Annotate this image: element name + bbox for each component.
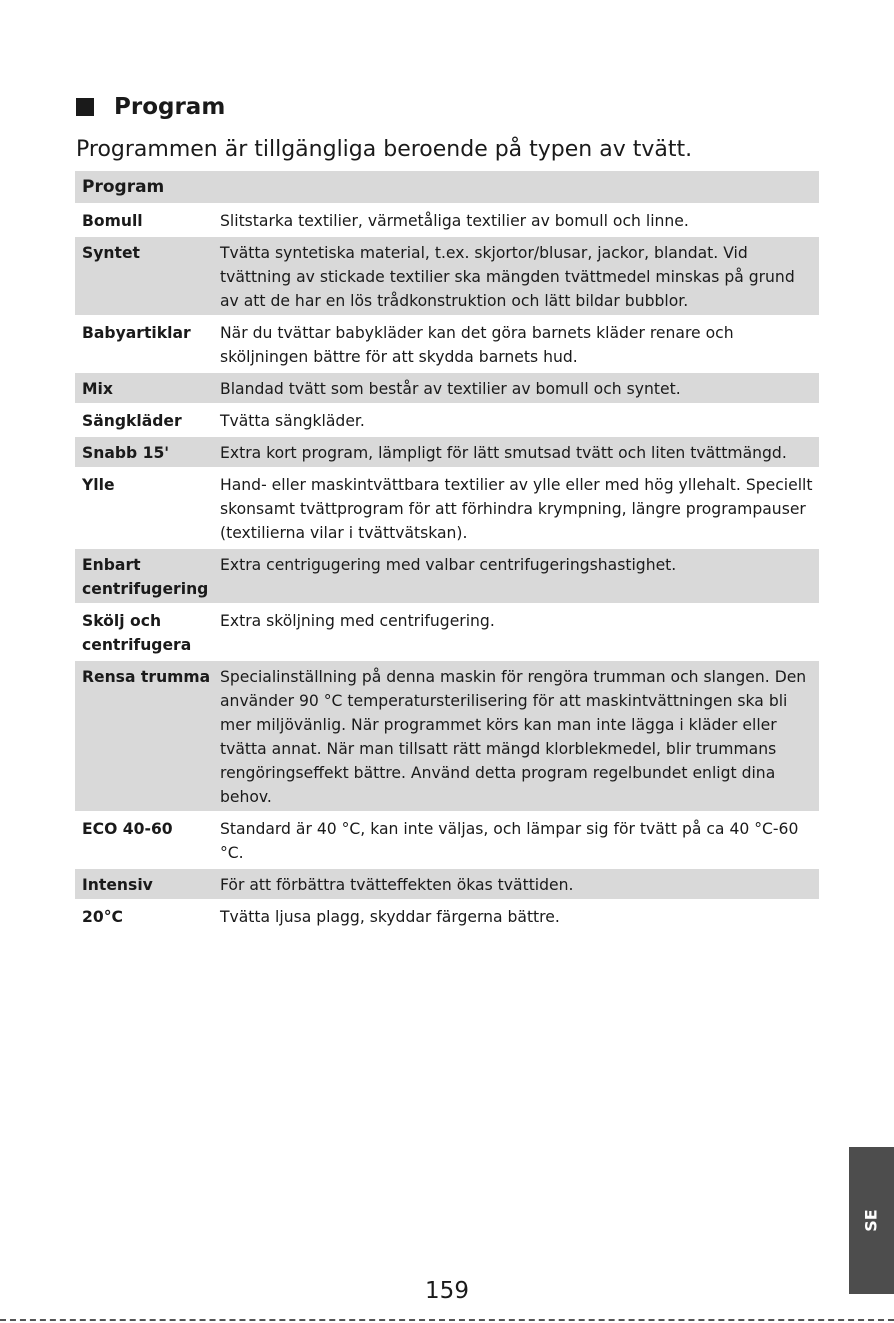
program-description: Specialinställning på denna maskin för rengöra trumman och slangen. Den använder 90 °C temperatursterilisering för att maskintvättningen ska bli mer miljövänlig. När programmet körs kan man inte lägga i kläder eller tvätta annat. När man tillsatt rätt mängd klorblekmedel, blir trummans rengöringseffekt bättre. Använd detta program regelbundet enligt dina behov. [220, 668, 807, 806]
program-description: För att förbättra tvätteffekten ökas tvättiden. [220, 876, 574, 894]
program-description: Blandad tvätt som består av textilier av bomull och syntet. [220, 380, 681, 398]
table-row [75, 603, 819, 659]
table-row [75, 315, 819, 371]
program-name: Syntet [82, 244, 140, 262]
table-row [75, 403, 819, 435]
program-table [75, 171, 819, 931]
program-description: När du tvättar babykläder kan det göra barnets kläder renare och sköljningen bättre för att skydda barnets hud. [220, 324, 734, 366]
program-name: Bomull [82, 212, 143, 230]
table-header: Program [75, 171, 819, 203]
program-name: 20°C [82, 908, 123, 926]
table-row [75, 235, 819, 315]
program-description: Extra sköljning med centrifugering. [220, 612, 495, 630]
table-row [75, 867, 819, 899]
table-row [75, 811, 819, 867]
program-description: Extra centrigugering med valbar centrifugeringshastighet. [220, 556, 677, 574]
program-name: Snabb 15' [82, 444, 170, 462]
program-description: Tvätta ljusa plagg, skyddar färgerna bättre. [220, 908, 560, 926]
table-row [75, 899, 819, 931]
program-description: Tvätta sängkläder. [220, 412, 365, 430]
language-tab [849, 1147, 894, 1294]
program-name: Intensiv [82, 876, 153, 894]
table-row [75, 467, 819, 547]
table-row [75, 547, 819, 603]
square-bullet-icon [76, 98, 94, 116]
program-name: Babyartiklar [82, 324, 191, 342]
program-name: ECO 40-60 [82, 820, 173, 838]
program-name: Sängkläder [82, 412, 182, 430]
table-row [75, 203, 819, 235]
table-row [75, 371, 819, 403]
section-heading [76, 92, 225, 122]
program-description: Hand- eller maskintvättbara textilier av ylle eller med hög yllehalt. Speciellt skonsamt tvättprogram för att förhindra krympning, längre programpauser (textilierna vilar i tvättvätskan). [220, 476, 813, 542]
program-name: Rensa trumma [82, 668, 211, 686]
page-number: 159 [425, 1278, 469, 1304]
program-name: Skölj och centrifugera [82, 612, 192, 654]
table-row [75, 435, 819, 467]
program-description: Slitstarka textilier, värmetåliga textilier av bomull och linne. [220, 212, 689, 230]
language-tab-label: SE [861, 1209, 881, 1232]
program-name: Enbart centrifugering [82, 556, 209, 598]
program-name: Mix [82, 380, 113, 398]
program-name: Ylle [82, 476, 115, 494]
program-description: Tvätta syntetiska material, t.ex. skjortor/blusar, jackor, blandat. Vid tvättning av stickade textilier ska mängden tvättmedel minskas på grund av att de har en lös trådkonstruktion och lätt bildar bubblor. [220, 244, 795, 310]
program-description: Extra kort program, lämpligt för lätt smutsad tvätt och liten tvättmängd. [220, 444, 787, 462]
bottom-divider [0, 1319, 894, 1321]
program-description: Standard är 40 °C, kan inte väljas, och lämpar sig för tvätt på ca 40 °C-60 °C. [220, 820, 799, 862]
intro-text: Programmen är tillgängliga beroende på typen av tvätt. [76, 137, 693, 162]
table-row [75, 659, 819, 811]
section-title: Program [114, 94, 226, 120]
